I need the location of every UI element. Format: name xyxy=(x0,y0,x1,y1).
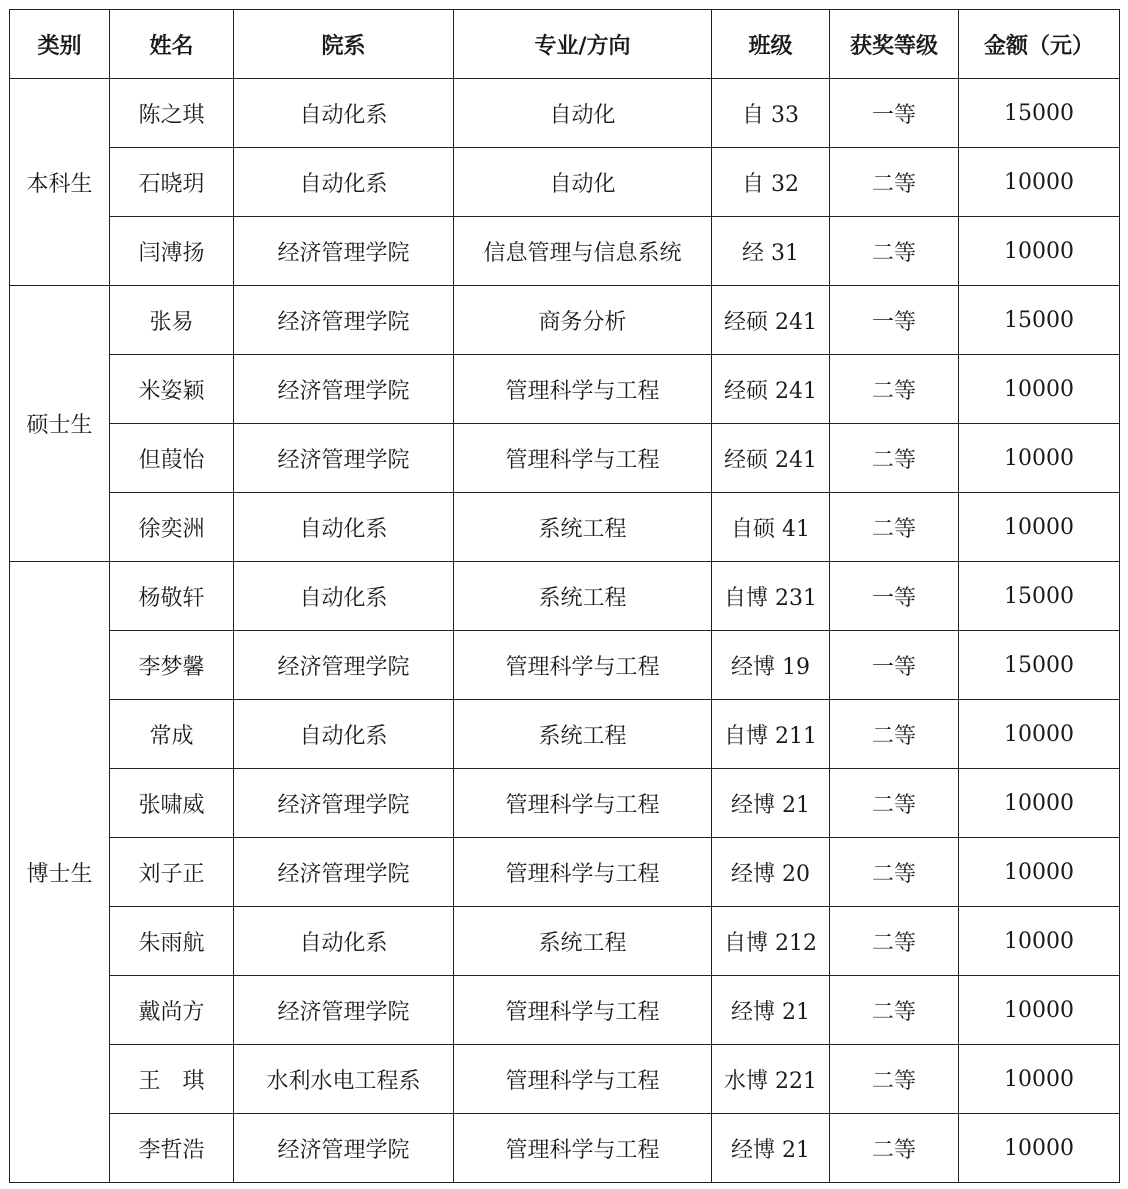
department-cell: 经济管理学院 xyxy=(234,838,454,907)
department-cell: 经济管理学院 xyxy=(234,424,454,493)
category-cell: 博士生 xyxy=(10,562,110,1183)
table-row xyxy=(10,838,1120,907)
major-cell: 系统工程 xyxy=(454,562,712,631)
table-row xyxy=(10,562,1120,631)
table-row xyxy=(10,976,1120,1045)
amount-cell: 15000 xyxy=(959,79,1120,148)
major-cell: 信息管理与信息系统 xyxy=(454,217,712,286)
name-cell: 李哲浩 xyxy=(110,1114,234,1183)
class-cell: 水博 221 xyxy=(712,1045,830,1114)
major-cell: 管理科学与工程 xyxy=(454,976,712,1045)
level-cell: 一等 xyxy=(830,631,959,700)
award-table xyxy=(9,9,1120,1183)
name-cell: 张易 xyxy=(110,286,234,355)
header-level: 获奖等级 xyxy=(830,10,959,79)
amount-cell: 10000 xyxy=(959,493,1120,562)
level-cell: 一等 xyxy=(830,79,959,148)
class-cell: 自博 231 xyxy=(712,562,830,631)
table-row xyxy=(10,493,1120,562)
major-cell: 自动化 xyxy=(454,148,712,217)
table-row xyxy=(10,217,1120,286)
name-cell: 杨敬轩 xyxy=(110,562,234,631)
header-amount: 金额（元） xyxy=(959,10,1120,79)
level-cell: 二等 xyxy=(830,769,959,838)
class-cell: 经博 21 xyxy=(712,976,830,1045)
table-row xyxy=(10,769,1120,838)
amount-cell: 10000 xyxy=(959,769,1120,838)
amount-cell: 10000 xyxy=(959,907,1120,976)
class-cell: 经博 20 xyxy=(712,838,830,907)
department-cell: 经济管理学院 xyxy=(234,631,454,700)
department-cell: 水利水电工程系 xyxy=(234,1045,454,1114)
class-cell: 经 31 xyxy=(712,217,830,286)
major-cell: 管理科学与工程 xyxy=(454,355,712,424)
class-cell: 经博 21 xyxy=(712,769,830,838)
amount-cell: 10000 xyxy=(959,1045,1120,1114)
level-cell: 二等 xyxy=(830,424,959,493)
class-cell: 经硕 241 xyxy=(712,424,830,493)
name-cell: 王 琪 xyxy=(110,1045,234,1114)
name-cell: 张啸威 xyxy=(110,769,234,838)
table-row xyxy=(10,79,1120,148)
level-cell: 二等 xyxy=(830,1114,959,1183)
department-cell: 自动化系 xyxy=(234,562,454,631)
table-body xyxy=(10,79,1120,1183)
header-category: 类别 xyxy=(10,10,110,79)
amount-cell: 15000 xyxy=(959,286,1120,355)
class-cell: 经硕 241 xyxy=(712,355,830,424)
header-major: 专业/方向 xyxy=(454,10,712,79)
name-cell: 常成 xyxy=(110,700,234,769)
department-cell: 自动化系 xyxy=(234,79,454,148)
major-cell: 自动化 xyxy=(454,79,712,148)
name-cell: 徐奕洲 xyxy=(110,493,234,562)
level-cell: 二等 xyxy=(830,976,959,1045)
name-cell: 陈之琪 xyxy=(110,79,234,148)
class-cell: 经博 19 xyxy=(712,631,830,700)
category-cell: 本科生 xyxy=(10,79,110,286)
level-cell: 二等 xyxy=(830,700,959,769)
name-cell: 米姿颖 xyxy=(110,355,234,424)
major-cell: 管理科学与工程 xyxy=(454,1045,712,1114)
class-cell: 自 32 xyxy=(712,148,830,217)
major-cell: 系统工程 xyxy=(454,907,712,976)
level-cell: 二等 xyxy=(830,355,959,424)
table-row xyxy=(10,700,1120,769)
name-cell: 刘子正 xyxy=(110,838,234,907)
department-cell: 经济管理学院 xyxy=(234,355,454,424)
name-cell: 但葭怡 xyxy=(110,424,234,493)
level-cell: 二等 xyxy=(830,838,959,907)
name-cell: 李梦馨 xyxy=(110,631,234,700)
department-cell: 自动化系 xyxy=(234,700,454,769)
major-cell: 系统工程 xyxy=(454,700,712,769)
table-row xyxy=(10,355,1120,424)
table-row xyxy=(10,286,1120,355)
amount-cell: 10000 xyxy=(959,976,1120,1045)
category-cell: 硕士生 xyxy=(10,286,110,562)
class-cell: 自硕 41 xyxy=(712,493,830,562)
level-cell: 二等 xyxy=(830,1045,959,1114)
header-name: 姓名 xyxy=(110,10,234,79)
major-cell: 管理科学与工程 xyxy=(454,424,712,493)
name-cell: 朱雨航 xyxy=(110,907,234,976)
name-cell: 石晓玥 xyxy=(110,148,234,217)
header-class: 班级 xyxy=(712,10,830,79)
level-cell: 二等 xyxy=(830,217,959,286)
amount-cell: 15000 xyxy=(959,562,1120,631)
level-cell: 一等 xyxy=(830,286,959,355)
name-cell: 戴尚方 xyxy=(110,976,234,1045)
major-cell: 系统工程 xyxy=(454,493,712,562)
class-cell: 自博 211 xyxy=(712,700,830,769)
table-row xyxy=(10,631,1120,700)
amount-cell: 15000 xyxy=(959,631,1120,700)
major-cell: 管理科学与工程 xyxy=(454,838,712,907)
level-cell: 二等 xyxy=(830,493,959,562)
amount-cell: 10000 xyxy=(959,355,1120,424)
class-cell: 经硕 241 xyxy=(712,286,830,355)
table-row xyxy=(10,148,1120,217)
major-cell: 管理科学与工程 xyxy=(454,1114,712,1183)
table-row xyxy=(10,424,1120,493)
department-cell: 经济管理学院 xyxy=(234,286,454,355)
amount-cell: 10000 xyxy=(959,148,1120,217)
department-cell: 经济管理学院 xyxy=(234,976,454,1045)
name-cell: 闫溥扬 xyxy=(110,217,234,286)
amount-cell: 10000 xyxy=(959,424,1120,493)
major-cell: 管理科学与工程 xyxy=(454,631,712,700)
department-cell: 自动化系 xyxy=(234,907,454,976)
table-row xyxy=(10,1045,1120,1114)
department-cell: 经济管理学院 xyxy=(234,217,454,286)
amount-cell: 10000 xyxy=(959,700,1120,769)
amount-cell: 10000 xyxy=(959,1114,1120,1183)
major-cell: 管理科学与工程 xyxy=(454,769,712,838)
amount-cell: 10000 xyxy=(959,838,1120,907)
class-cell: 经博 21 xyxy=(712,1114,830,1183)
department-cell: 经济管理学院 xyxy=(234,769,454,838)
level-cell: 一等 xyxy=(830,562,959,631)
header-department: 院系 xyxy=(234,10,454,79)
class-cell: 自博 212 xyxy=(712,907,830,976)
table-row xyxy=(10,1114,1120,1183)
table-row xyxy=(10,907,1120,976)
level-cell: 二等 xyxy=(830,148,959,217)
class-cell: 自 33 xyxy=(712,79,830,148)
level-cell: 二等 xyxy=(830,907,959,976)
department-cell: 经济管理学院 xyxy=(234,1114,454,1183)
header-row xyxy=(10,10,1120,79)
department-cell: 自动化系 xyxy=(234,148,454,217)
amount-cell: 10000 xyxy=(959,217,1120,286)
department-cell: 自动化系 xyxy=(234,493,454,562)
major-cell: 商务分析 xyxy=(454,286,712,355)
